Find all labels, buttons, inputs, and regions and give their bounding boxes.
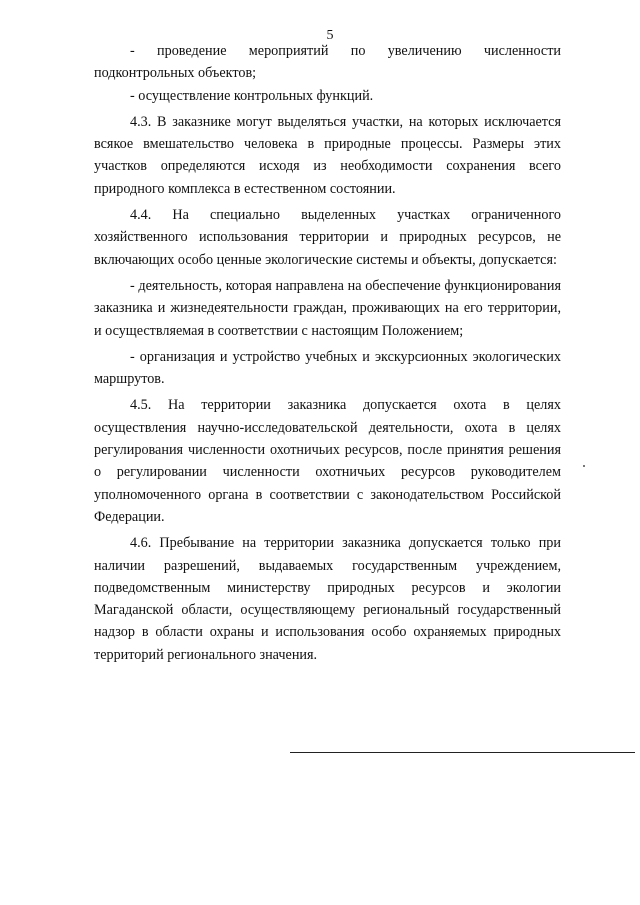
page-number: 5 bbox=[326, 28, 334, 43]
paragraph-4-4: 4.4. На специально выделенных участках ограниченного хозяйственного использования территории и природных ресурсов, не включающих особо ценные экологические системы и объекты, допускается: bbox=[94, 207, 561, 268]
paragraph-control-bullet: - осуществление контрольных функций. bbox=[130, 87, 374, 104]
footer-rule bbox=[290, 752, 635, 753]
paragraph-4-3: 4.3. В заказнике могут выделяться участки, на которых исключается всякое вмешательство человека в природные процессы. Размеры этих участков определяются исходя из необходимости сохранения всего природного комплекса в естественном состоянии. bbox=[94, 113, 561, 197]
paragraph-activity-bullet: - деятельность, которая направлена на обеспечение функционирования заказника и жизнедеятельности граждан, проживающих на его территории, и осуществляемая в соответствии с настоящим Положением; bbox=[94, 277, 561, 339]
paragraph-routes-bullet: - организация и устройство учебных и экскурсионных экологических маршрутов. bbox=[94, 348, 561, 388]
scan-speck bbox=[583, 465, 585, 467]
paragraph-4-6: 4.6. Пребывание на территории заказника допускается только при наличии разрешений, выдаваемых государственным учреждением, подведомственным министерству природных ресурсов и экологии Магаданской области, осуществляющему региональный государственный надзор в области охраны и использования особо охраняемых природных территорий регионального значения. bbox=[94, 535, 561, 663]
paragraph-4-5: 4.5. На территории заказника допускается охота в целях осуществления научно-исследовательской деятельности, охота в целях регулирования численности охотничьих ресурсов, после принятия решения о регулировании численности охотничьих ресурсов руководителем уполномоченного органа в соответствии с законодательством Российской Федерации. bbox=[94, 397, 561, 525]
document-body bbox=[94, 40, 561, 666]
paragraph-measures-bullet: - проведение мероприятий по увеличению численности подконтрольных объектов; bbox=[94, 43, 561, 82]
